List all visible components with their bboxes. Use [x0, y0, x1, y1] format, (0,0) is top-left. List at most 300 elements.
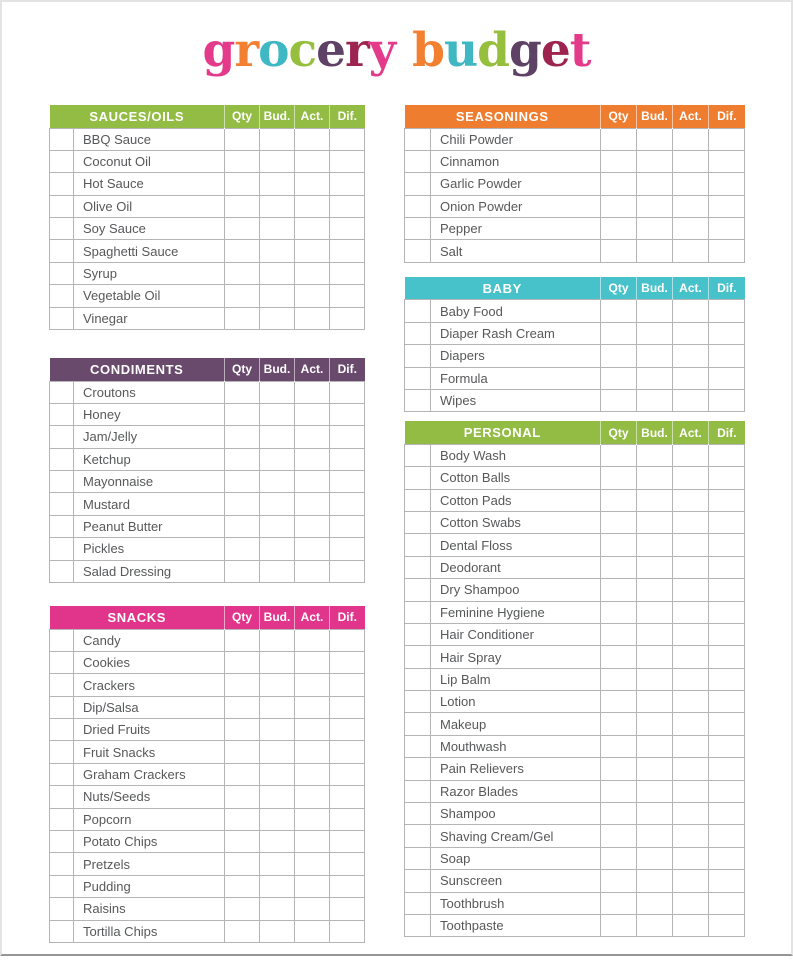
checkbox-cell	[405, 345, 431, 367]
act-cell	[295, 262, 330, 284]
col-header-qty: Qty	[225, 358, 260, 381]
dif-cell	[709, 847, 745, 869]
title-letter: e	[540, 23, 570, 78]
table-row	[405, 668, 745, 690]
qty-cell	[225, 898, 260, 920]
dif-cell	[709, 467, 745, 489]
act-cell	[295, 128, 330, 150]
bud-cell	[260, 218, 295, 240]
act-cell	[673, 668, 709, 690]
bud-cell	[637, 467, 673, 489]
dif-cell	[709, 758, 745, 780]
item-name: Chili Powder	[431, 128, 601, 150]
item-name: Garlic Powder	[431, 173, 601, 195]
table-row	[50, 515, 365, 537]
table-row	[405, 915, 745, 937]
qty-cell	[225, 471, 260, 493]
category-title: PERSONAL	[463, 425, 541, 441]
item-name: Tortilla Chips	[74, 920, 225, 942]
dif-cell	[709, 623, 745, 645]
category-header-row	[50, 105, 365, 128]
dif-cell	[709, 240, 745, 262]
qty-cell	[601, 803, 637, 825]
category-table	[404, 421, 745, 937]
table-row	[50, 307, 365, 329]
table-row	[50, 741, 365, 763]
category-header-row	[405, 277, 745, 300]
checkbox-cell	[405, 601, 431, 623]
bud-cell	[637, 556, 673, 578]
col-header-dif: Dif.	[330, 105, 365, 128]
qty-cell	[225, 493, 260, 515]
bud-cell	[637, 218, 673, 240]
dif-cell	[709, 150, 745, 172]
act-cell	[295, 875, 330, 897]
dif-cell	[330, 471, 365, 493]
item-name: Peanut Butter	[74, 515, 225, 537]
bud-cell	[637, 195, 673, 217]
bud-cell	[260, 763, 295, 785]
dif-cell	[330, 696, 365, 718]
table-row	[50, 696, 365, 718]
bud-cell	[637, 173, 673, 195]
bud-cell	[637, 915, 673, 937]
qty-cell	[601, 467, 637, 489]
col-header-act: Act.	[295, 358, 330, 381]
dif-cell	[330, 875, 365, 897]
act-cell	[673, 367, 709, 389]
item-name: Syrup	[74, 262, 225, 284]
table-row	[405, 218, 745, 240]
checkbox-cell	[50, 307, 74, 329]
checkbox-cell	[405, 803, 431, 825]
item-name: Hot Sauce	[74, 173, 225, 195]
category-table	[49, 105, 365, 330]
bud-cell	[260, 426, 295, 448]
category-header	[405, 277, 601, 300]
qty-cell	[225, 853, 260, 875]
bud-cell	[260, 696, 295, 718]
item-name: Pickles	[74, 538, 225, 560]
act-cell	[673, 758, 709, 780]
dif-cell	[709, 579, 745, 601]
dif-cell	[709, 780, 745, 802]
bud-cell	[637, 150, 673, 172]
act-cell	[673, 322, 709, 344]
bud-cell	[260, 307, 295, 329]
bud-cell	[260, 381, 295, 403]
qty-cell	[225, 262, 260, 284]
item-name: Vegetable Oil	[74, 285, 225, 307]
act-cell	[673, 128, 709, 150]
item-name: Pudding	[74, 875, 225, 897]
checkbox-cell	[405, 623, 431, 645]
checkbox-cell	[50, 560, 74, 582]
dif-cell	[709, 195, 745, 217]
table-row	[50, 651, 365, 673]
item-name: Graham Crackers	[74, 763, 225, 785]
bud-cell	[260, 448, 295, 470]
item-name: BBQ Sauce	[74, 128, 225, 150]
qty-cell	[225, 285, 260, 307]
qty-cell	[601, 489, 637, 511]
qty-cell	[225, 195, 260, 217]
checkbox-cell	[405, 915, 431, 937]
bud-cell	[260, 403, 295, 425]
checkbox-cell	[405, 892, 431, 914]
qty-cell	[601, 367, 637, 389]
act-cell	[673, 389, 709, 411]
item-name: Mustard	[74, 493, 225, 515]
checkbox-cell	[50, 262, 74, 284]
item-name: Razor Blades	[431, 780, 601, 802]
act-cell	[295, 741, 330, 763]
checkbox-cell	[405, 195, 431, 217]
item-name: Dried Fruits	[74, 719, 225, 741]
bud-cell	[637, 389, 673, 411]
table-row	[405, 735, 745, 757]
table-row	[405, 534, 745, 556]
table-row	[50, 403, 365, 425]
table-row	[50, 448, 365, 470]
dif-cell	[330, 150, 365, 172]
dif-cell	[330, 262, 365, 284]
col-header-qty: Qty	[601, 277, 637, 300]
act-cell	[295, 651, 330, 673]
item-name: Diapers	[431, 345, 601, 367]
dif-cell	[330, 898, 365, 920]
checkbox-cell	[405, 579, 431, 601]
item-name: Jam/Jelly	[74, 426, 225, 448]
dif-cell	[330, 741, 365, 763]
checkbox-cell	[50, 240, 74, 262]
item-name: Olive Oil	[74, 195, 225, 217]
checkbox-cell	[50, 831, 74, 853]
dif-cell	[709, 389, 745, 411]
table-row	[405, 322, 745, 344]
bud-cell	[637, 367, 673, 389]
act-cell	[295, 560, 330, 582]
dif-cell	[709, 173, 745, 195]
act-cell	[295, 195, 330, 217]
dif-cell	[709, 511, 745, 533]
table-row	[50, 150, 365, 172]
qty-cell	[601, 713, 637, 735]
act-cell	[673, 300, 709, 322]
dif-cell	[330, 629, 365, 651]
item-name: Hair Conditioner	[431, 623, 601, 645]
qty-cell	[225, 538, 260, 560]
bud-cell	[637, 758, 673, 780]
dif-cell	[709, 713, 745, 735]
table-row	[50, 381, 365, 403]
col-header-act: Act.	[295, 105, 330, 128]
table-row	[405, 713, 745, 735]
item-name: Diaper Rash Cream	[431, 322, 601, 344]
dif-cell	[330, 763, 365, 785]
qty-cell	[225, 381, 260, 403]
checkbox-cell	[50, 471, 74, 493]
item-name: Toothpaste	[431, 915, 601, 937]
col-header-bud: Bud.	[637, 421, 673, 444]
table-row	[50, 426, 365, 448]
table-row	[405, 579, 745, 601]
qty-cell	[601, 825, 637, 847]
checkbox-cell	[405, 444, 431, 466]
table-row	[405, 511, 745, 533]
item-name: Mouthwash	[431, 735, 601, 757]
category-header	[50, 105, 225, 128]
act-cell	[673, 623, 709, 645]
table-row	[50, 493, 365, 515]
item-name: Dry Shampoo	[431, 579, 601, 601]
item-name: Baby Food	[431, 300, 601, 322]
bud-cell	[637, 780, 673, 802]
act-cell	[673, 735, 709, 757]
dif-cell	[330, 831, 365, 853]
item-name: Salt	[431, 240, 601, 262]
item-name: Pretzels	[74, 853, 225, 875]
dif-cell	[709, 367, 745, 389]
item-name: Onion Powder	[431, 195, 601, 217]
dif-cell	[709, 218, 745, 240]
dif-cell	[330, 538, 365, 560]
checkbox-cell	[405, 556, 431, 578]
checkbox-cell	[50, 448, 74, 470]
item-name: Sunscreen	[431, 870, 601, 892]
qty-cell	[601, 758, 637, 780]
col-header-bud: Bud.	[637, 277, 673, 300]
qty-cell	[601, 601, 637, 623]
table-row	[50, 763, 365, 785]
table-row	[405, 173, 745, 195]
checkbox-cell	[50, 853, 74, 875]
table-row	[50, 218, 365, 240]
category-header	[50, 606, 225, 629]
act-cell	[295, 173, 330, 195]
act-cell	[295, 471, 330, 493]
dif-cell	[330, 285, 365, 307]
qty-cell	[601, 195, 637, 217]
checkbox-cell	[50, 674, 74, 696]
item-name: Coconut Oil	[74, 150, 225, 172]
item-name: Dental Floss	[431, 534, 601, 556]
dif-cell	[330, 448, 365, 470]
qty-cell	[601, 735, 637, 757]
category-title: SEASONINGS	[455, 108, 549, 124]
checkbox-cell	[50, 898, 74, 920]
col-header-qty: Qty	[225, 105, 260, 128]
checkbox-cell	[50, 719, 74, 741]
dif-cell	[709, 322, 745, 344]
act-cell	[295, 674, 330, 696]
item-name: Body Wash	[431, 444, 601, 466]
table-row	[50, 262, 365, 284]
checkbox-cell	[405, 780, 431, 802]
dif-cell	[330, 560, 365, 582]
act-cell	[673, 870, 709, 892]
table-row	[50, 808, 365, 830]
qty-cell	[225, 629, 260, 651]
dif-cell	[330, 674, 365, 696]
dif-cell	[709, 825, 745, 847]
item-name: Fruit Snacks	[74, 741, 225, 763]
qty-cell	[225, 560, 260, 582]
checkbox-cell	[50, 920, 74, 942]
checkbox-cell	[50, 403, 74, 425]
item-name: Wipes	[431, 389, 601, 411]
bud-cell	[260, 150, 295, 172]
item-name: Shampoo	[431, 803, 601, 825]
act-cell	[673, 218, 709, 240]
bud-cell	[260, 262, 295, 284]
act-cell	[295, 629, 330, 651]
item-name: Makeup	[431, 713, 601, 735]
qty-cell	[601, 870, 637, 892]
act-cell	[673, 489, 709, 511]
col-header-dif: Dif.	[709, 421, 745, 444]
act-cell	[295, 898, 330, 920]
act-cell	[673, 173, 709, 195]
act-cell	[295, 786, 330, 808]
category-table	[404, 277, 745, 412]
qty-cell	[225, 875, 260, 897]
checkbox-cell	[405, 389, 431, 411]
act-cell	[673, 511, 709, 533]
bud-cell	[260, 719, 295, 741]
col-header-qty: Qty	[601, 421, 637, 444]
bud-cell	[260, 195, 295, 217]
dif-cell	[330, 240, 365, 262]
page-title	[2, 24, 791, 78]
col-header-act: Act.	[673, 105, 709, 128]
item-name: Pepper	[431, 218, 601, 240]
act-cell	[673, 240, 709, 262]
act-cell	[673, 825, 709, 847]
checkbox-cell	[50, 285, 74, 307]
table-row	[50, 853, 365, 875]
qty-cell	[225, 674, 260, 696]
bud-cell	[260, 674, 295, 696]
bud-cell	[637, 870, 673, 892]
checkbox-cell	[405, 534, 431, 556]
table-row	[50, 173, 365, 195]
table-row	[405, 300, 745, 322]
table-row	[405, 389, 745, 411]
item-name: Cotton Balls	[431, 467, 601, 489]
act-cell	[295, 853, 330, 875]
title-letter: b	[412, 23, 444, 78]
table-row	[405, 150, 745, 172]
qty-cell	[601, 556, 637, 578]
item-name: Spaghetti Sauce	[74, 240, 225, 262]
act-cell	[673, 646, 709, 668]
table-row	[405, 892, 745, 914]
item-name: Croutons	[74, 381, 225, 403]
table-row	[405, 489, 745, 511]
item-name: Deodorant	[431, 556, 601, 578]
checkbox-cell	[405, 322, 431, 344]
qty-cell	[225, 763, 260, 785]
table-row	[405, 780, 745, 802]
act-cell	[673, 780, 709, 802]
dif-cell	[330, 493, 365, 515]
checkbox-cell	[405, 173, 431, 195]
checkbox-cell	[405, 691, 431, 713]
table-row	[405, 691, 745, 713]
checkbox-cell	[50, 128, 74, 150]
table-row	[405, 803, 745, 825]
checkbox-cell	[50, 651, 74, 673]
category-table	[49, 358, 365, 583]
act-cell	[295, 808, 330, 830]
qty-cell	[225, 426, 260, 448]
dif-cell	[709, 556, 745, 578]
qty-cell	[601, 915, 637, 937]
bud-cell	[260, 898, 295, 920]
table-row	[50, 538, 365, 560]
checkbox-cell	[405, 150, 431, 172]
col-header-bud: Bud.	[637, 105, 673, 128]
checkbox-cell	[50, 629, 74, 651]
act-cell	[673, 892, 709, 914]
table-row	[405, 847, 745, 869]
checkbox-cell	[50, 493, 74, 515]
qty-cell	[225, 218, 260, 240]
dif-cell	[330, 853, 365, 875]
category-header	[405, 421, 601, 444]
act-cell	[295, 696, 330, 718]
act-cell	[295, 493, 330, 515]
category-header	[405, 105, 601, 128]
dif-cell	[330, 651, 365, 673]
table-row	[405, 623, 745, 645]
checkbox-cell	[405, 489, 431, 511]
checkbox-cell	[405, 218, 431, 240]
dif-cell	[709, 534, 745, 556]
table-row	[50, 560, 365, 582]
bud-cell	[260, 875, 295, 897]
qty-cell	[225, 920, 260, 942]
qty-cell	[225, 831, 260, 853]
checkbox-cell	[405, 646, 431, 668]
bud-cell	[260, 471, 295, 493]
category-title: SNACKS	[107, 609, 166, 625]
act-cell	[295, 403, 330, 425]
checkbox-cell	[50, 696, 74, 718]
qty-cell	[225, 128, 260, 150]
table-row	[405, 195, 745, 217]
qty-cell	[601, 240, 637, 262]
bud-cell	[637, 847, 673, 869]
table-row	[405, 556, 745, 578]
col-header-bud: Bud.	[260, 358, 295, 381]
item-name: Hair Spray	[431, 646, 601, 668]
act-cell	[295, 307, 330, 329]
act-cell	[673, 691, 709, 713]
qty-cell	[601, 300, 637, 322]
bud-cell	[260, 786, 295, 808]
dif-cell	[709, 601, 745, 623]
category-title: SAUCES/OILS	[89, 108, 185, 124]
table-row	[405, 467, 745, 489]
dif-cell	[709, 915, 745, 937]
item-name: Cookies	[74, 651, 225, 673]
table-row	[50, 920, 365, 942]
item-name: Cinnamon	[431, 150, 601, 172]
bud-cell	[637, 534, 673, 556]
act-cell	[673, 345, 709, 367]
